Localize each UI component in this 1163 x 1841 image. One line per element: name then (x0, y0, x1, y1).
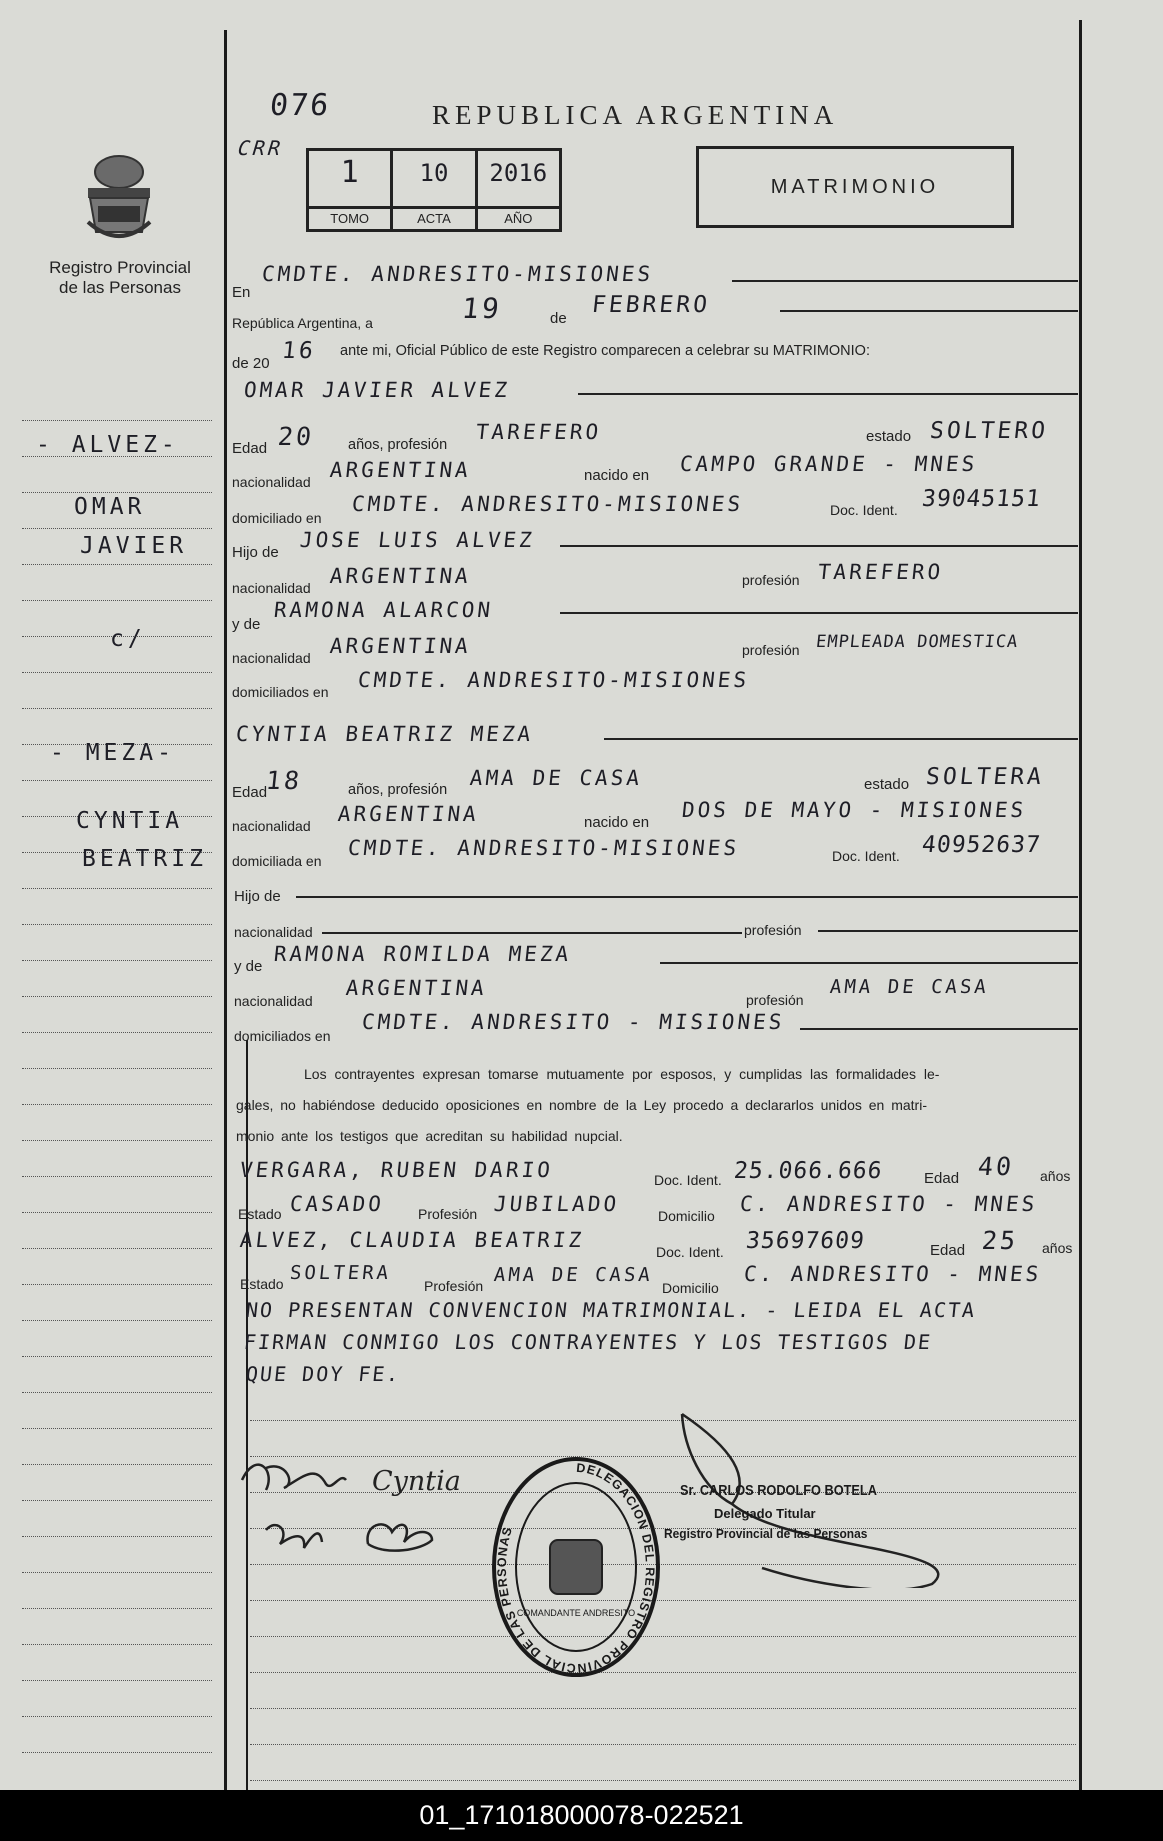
bride-yde-label: y de (234, 958, 263, 975)
witness1-estado-label: Estado (238, 1206, 282, 1222)
observation-line1: NO PRESENTAN CONVENCION MATRIMONIAL. - LEIDA EL ACTA (244, 1298, 978, 1322)
bride-doc: 40952637 (920, 832, 1043, 858)
bride-estado-label: estado (864, 776, 910, 793)
bride-dom-label: domiciliada en (232, 853, 322, 869)
declaration-line1: Los contrayentes expresan tomarse mutuamente por esposos, y cumplidas las formalidades le- (304, 1066, 940, 1082)
groom-father-prof-label: profesión (742, 572, 800, 588)
groom-father-profession: TAREFERO (816, 560, 945, 584)
witness1-edad-label: Edad (924, 1170, 960, 1187)
margin-rule-line (22, 564, 212, 565)
year-suffix: 16 (280, 338, 318, 364)
margin-rule-line (22, 1032, 212, 1033)
witness1-anios-label: años (1040, 1168, 1071, 1184)
margin-rule-line (22, 1608, 212, 1609)
registry-name: Registro Provincial de las Personas (49, 258, 191, 297)
day: 19 (460, 292, 504, 325)
groom-yde-label: y de (232, 616, 261, 633)
witness1-name: VERGARA, RUBEN DARIO (238, 1158, 555, 1182)
margin-rule-line (22, 708, 212, 709)
groom-profession: TAREFERO (474, 420, 603, 444)
groom-doc-label: Doc. Ident. (830, 502, 898, 518)
en-label: En (232, 284, 251, 301)
margin-rule-line (22, 1068, 212, 1069)
place-line (732, 280, 1078, 282)
observation-line3: QUE DOY FE. (244, 1362, 402, 1386)
witness1-age: 40 (976, 1152, 1016, 1181)
year-prefix: de 20 (232, 355, 270, 372)
corner-initials: CRR (236, 136, 285, 160)
tomo-value: 1 (340, 155, 359, 190)
observation-line2: FIRMAN CONMIGO LOS CONTRAYENTES Y LOS TESTIGOS DE (242, 1330, 934, 1354)
mother-line (560, 612, 1078, 614)
groom-mother: RAMONA ALARCON (272, 598, 495, 622)
bride-father-nac-line (322, 932, 742, 934)
margin-rule-line (22, 1140, 212, 1141)
margin-rule-line (22, 1680, 212, 1681)
declaration-line2: gales, no habiéndose deducido oposiciones en nombre de la Ley procedo a declararlos unidos en matri- (236, 1097, 927, 1113)
bride-name-line (604, 738, 1078, 740)
margin-rule-line (22, 528, 212, 529)
anio-value: 2016 (489, 159, 548, 187)
declaration-line3: monio ante los testigos que acreditan su habilidad nupcial. (236, 1128, 623, 1144)
groom-doc: 39045151 (920, 486, 1043, 512)
document-title: REPUBLICA ARGENTINA (432, 100, 839, 130)
right-margin-line (1079, 20, 1082, 1790)
groom-father-nationality: ARGENTINA (328, 564, 473, 588)
provincial-emblem (80, 152, 158, 248)
witness1-dom-label: Domicilio (658, 1208, 715, 1224)
margin-rule-line (22, 492, 212, 493)
groom-full-name: OMAR JAVIER ALVEZ (242, 378, 512, 402)
witness2-dom-label: Domicilio (662, 1280, 719, 1296)
bride-doc-label: Doc. Ident. (832, 848, 900, 864)
bride-age: 18 (264, 766, 304, 795)
groom-nacido-label: nacido en (584, 467, 650, 484)
groom-mother-profession: EMPLEADA DOMESTICA (814, 632, 1020, 652)
witness2-estado-label: Estado (240, 1276, 284, 1292)
seal-outer-text: DELEGACION DEL REGISTRO PROVINCIAL DE LAS PERSONAS (494, 1460, 658, 1676)
margin-groom-name2: JAVIER (80, 533, 188, 559)
margin-rule-line (22, 1428, 212, 1429)
witness2-doc-label: Doc. Ident. (656, 1244, 724, 1260)
margin-rule-line (22, 1356, 212, 1357)
margin-rule-line (22, 780, 212, 781)
form-rule-line (250, 1672, 1076, 1673)
witness1-doc-label: Doc. Ident. (654, 1172, 722, 1188)
bride-full-name: CYNTIA BEATRIZ MEZA (234, 722, 535, 746)
margin-rule-line (22, 888, 212, 889)
groom-prof-label: años, profesión (348, 437, 448, 453)
witness1-civil-state: CASADO (288, 1192, 386, 1216)
margin-rule-line (22, 1572, 212, 1573)
margin-rule-line (22, 1248, 212, 1249)
margin-rule-line (22, 1464, 212, 1465)
bride-father-nac-label: nacionalidad (234, 924, 313, 940)
witness2-address: C. ANDRESITO - MNES (742, 1262, 1043, 1286)
margin-rule-line (22, 420, 212, 421)
margin-bride-surname: - MEZA- (50, 740, 175, 766)
margin-groom-surname: - ALVEZ- (36, 432, 179, 458)
margin-rule-line (22, 1284, 212, 1285)
groom-hijo-label: Hijo de (232, 544, 279, 561)
acta-cell (390, 151, 474, 229)
act-type-label: MATRIMONIO (770, 175, 940, 198)
margin-rule-line (22, 996, 212, 997)
bride-profession: AMA DE CASA (468, 766, 644, 790)
groom-nationality: ARGENTINA (328, 458, 473, 482)
groom-name-line (578, 393, 1078, 395)
witness2-edad-label: Edad (930, 1242, 966, 1259)
month: FEBRERO (590, 292, 712, 318)
date-line (780, 310, 1078, 312)
margin-rule-line (22, 1500, 212, 1501)
margin-rule-line (22, 960, 212, 961)
groom-dom-label: domiciliado en (232, 510, 322, 526)
registry-round-seal (492, 1456, 660, 1678)
margin-rule-line (22, 1320, 212, 1321)
margin-bride-name1: CYNTIA (76, 808, 184, 834)
groom-birthplace: CAMPO GRANDE - MNES (678, 452, 979, 476)
statement: ante mi, Oficial Público de este Registro comparecen a celebrar su MATRIMONIO: (340, 343, 870, 359)
bride-mother-nationality: ARGENTINA (344, 976, 489, 1000)
groom-estado-label: estado (866, 428, 912, 445)
margin-rule-line (22, 924, 212, 925)
witness2-profession: AMA DE CASA (492, 1264, 654, 1286)
acta-label: ACTA (393, 206, 474, 229)
father-line (560, 545, 1078, 547)
margin-rule-line (22, 1212, 212, 1213)
bride-birthplace: DOS DE MAYO - MISIONES (680, 798, 1028, 822)
form-rule-line (250, 1780, 1076, 1781)
bride-nacido-label: nacido en (584, 814, 650, 831)
witness1-address: C. ANDRESITO - MNES (738, 1192, 1039, 1216)
margin-rule-line (22, 1644, 212, 1645)
bride-address: CMDTE. ANDRESITO-MISIONES (346, 836, 741, 860)
place: CMDTE. ANDRESITO-MISIONES (260, 262, 655, 286)
witness1-profession: JUBILADO (492, 1192, 621, 1216)
bride-nac-label: nacionalidad (232, 818, 311, 834)
groom-mother-prof-label: profesión (742, 642, 800, 658)
margin-rule-line (22, 672, 212, 673)
left-margin-line (224, 30, 227, 1790)
groom-mother-nationality: ARGENTINA (328, 634, 473, 658)
groom-parents-dom-label: domiciliados en (232, 684, 329, 700)
bride-signature: Cyntia (372, 1466, 461, 1497)
groom-parents-address: CMDTE. ANDRESITO-MISIONES (356, 668, 751, 692)
bride-mother-profession: AMA DE CASA (828, 976, 990, 998)
bride-edad-label: Edad (232, 784, 268, 801)
tomo-label: TOMO (309, 206, 390, 229)
groom-father: JOSE LUIS ALVEZ (298, 528, 536, 552)
witness2-civil-state: SOLTERA (288, 1262, 393, 1284)
anio-cell (475, 151, 559, 229)
bride-prof-label: años, profesión (348, 782, 448, 798)
witness2-age: 25 (980, 1226, 1020, 1255)
form-rule-line (250, 1708, 1076, 1709)
groom-address: CMDTE. ANDRESITO-MISIONES (350, 492, 745, 516)
official-name: Sr. CARLOS RODOLFO BOTELA (680, 1482, 877, 1499)
form-rule-line (250, 1636, 1076, 1637)
margin-bride-name2: BEATRIZ (82, 846, 207, 872)
witness2-anios-label: años (1042, 1240, 1073, 1256)
margin-rule-line (22, 1752, 212, 1753)
form-rule-line (250, 1744, 1076, 1745)
bride-parents-address: CMDTE. ANDRESITO - MISIONES (360, 1010, 786, 1034)
scan-id-footer: 01_171018000078-022521 (0, 1790, 1163, 1841)
bride-father-prof-line (818, 930, 1078, 932)
bride-hijo-label: Hijo de (234, 888, 281, 905)
republica-label: República Argentina, a (232, 315, 373, 331)
witness1-prof-label: Profesión (418, 1206, 478, 1222)
bride-mother-prof-label: profesión (746, 992, 804, 1008)
margin-rule-line (22, 1536, 212, 1537)
groom-civil-state: SOLTERO (928, 418, 1050, 444)
groom-age: 20 (276, 422, 316, 451)
margin-rule-line (22, 600, 212, 601)
bride-parents-line (800, 1028, 1078, 1030)
tomo-acta-anio-box (306, 148, 562, 232)
form-rule-line (250, 1600, 1076, 1601)
bride-father-line (296, 896, 1078, 898)
margin-rule-line (22, 1104, 212, 1105)
seal-inner-text: COMANDANTE ANDRESITO (516, 1608, 636, 1618)
de-label: de (550, 310, 567, 327)
witness1-doc: 25.066.666 (732, 1158, 884, 1184)
margin-groom-name1: OMAR (74, 494, 146, 520)
act-type-box (696, 146, 1014, 228)
anio-label: AÑO (478, 206, 559, 229)
bride-mother-line (660, 962, 1078, 964)
witness2-prof-label: Profesión (424, 1278, 484, 1294)
groom-mother-nac-label: nacionalidad (232, 650, 311, 666)
witness2-name: ALVEZ, CLAUDIA BEATRIZ (238, 1228, 586, 1252)
bride-parents-dom-label: domiciliados en (234, 1028, 331, 1044)
bride-mother-nac-label: nacionalidad (234, 993, 313, 1009)
groom-nac-label: nacionalidad (232, 474, 311, 490)
margin-rule-line (22, 1716, 212, 1717)
margin-rule-line (22, 1392, 212, 1393)
tomo-cell (309, 151, 390, 229)
bride-nationality: ARGENTINA (336, 802, 481, 826)
witness2-doc: 35697609 (744, 1228, 867, 1254)
margin-conj: c/ (110, 626, 146, 652)
bride-mother: RAMONA ROMILDA MEZA (272, 942, 573, 966)
groom-edad-label: Edad (232, 440, 268, 457)
official-title: Delegado Titular (714, 1506, 816, 1521)
margin-rule-line (22, 1176, 212, 1177)
official-office: Registro Provincial de las Personas (664, 1526, 868, 1541)
corner-number: 076 (268, 88, 333, 123)
groom-father-nac-label: nacionalidad (232, 580, 311, 596)
bride-civil-state: SOLTERA (924, 764, 1046, 790)
acta-value: 10 (419, 159, 449, 187)
bride-father-prof-label: profesión (744, 922, 802, 938)
